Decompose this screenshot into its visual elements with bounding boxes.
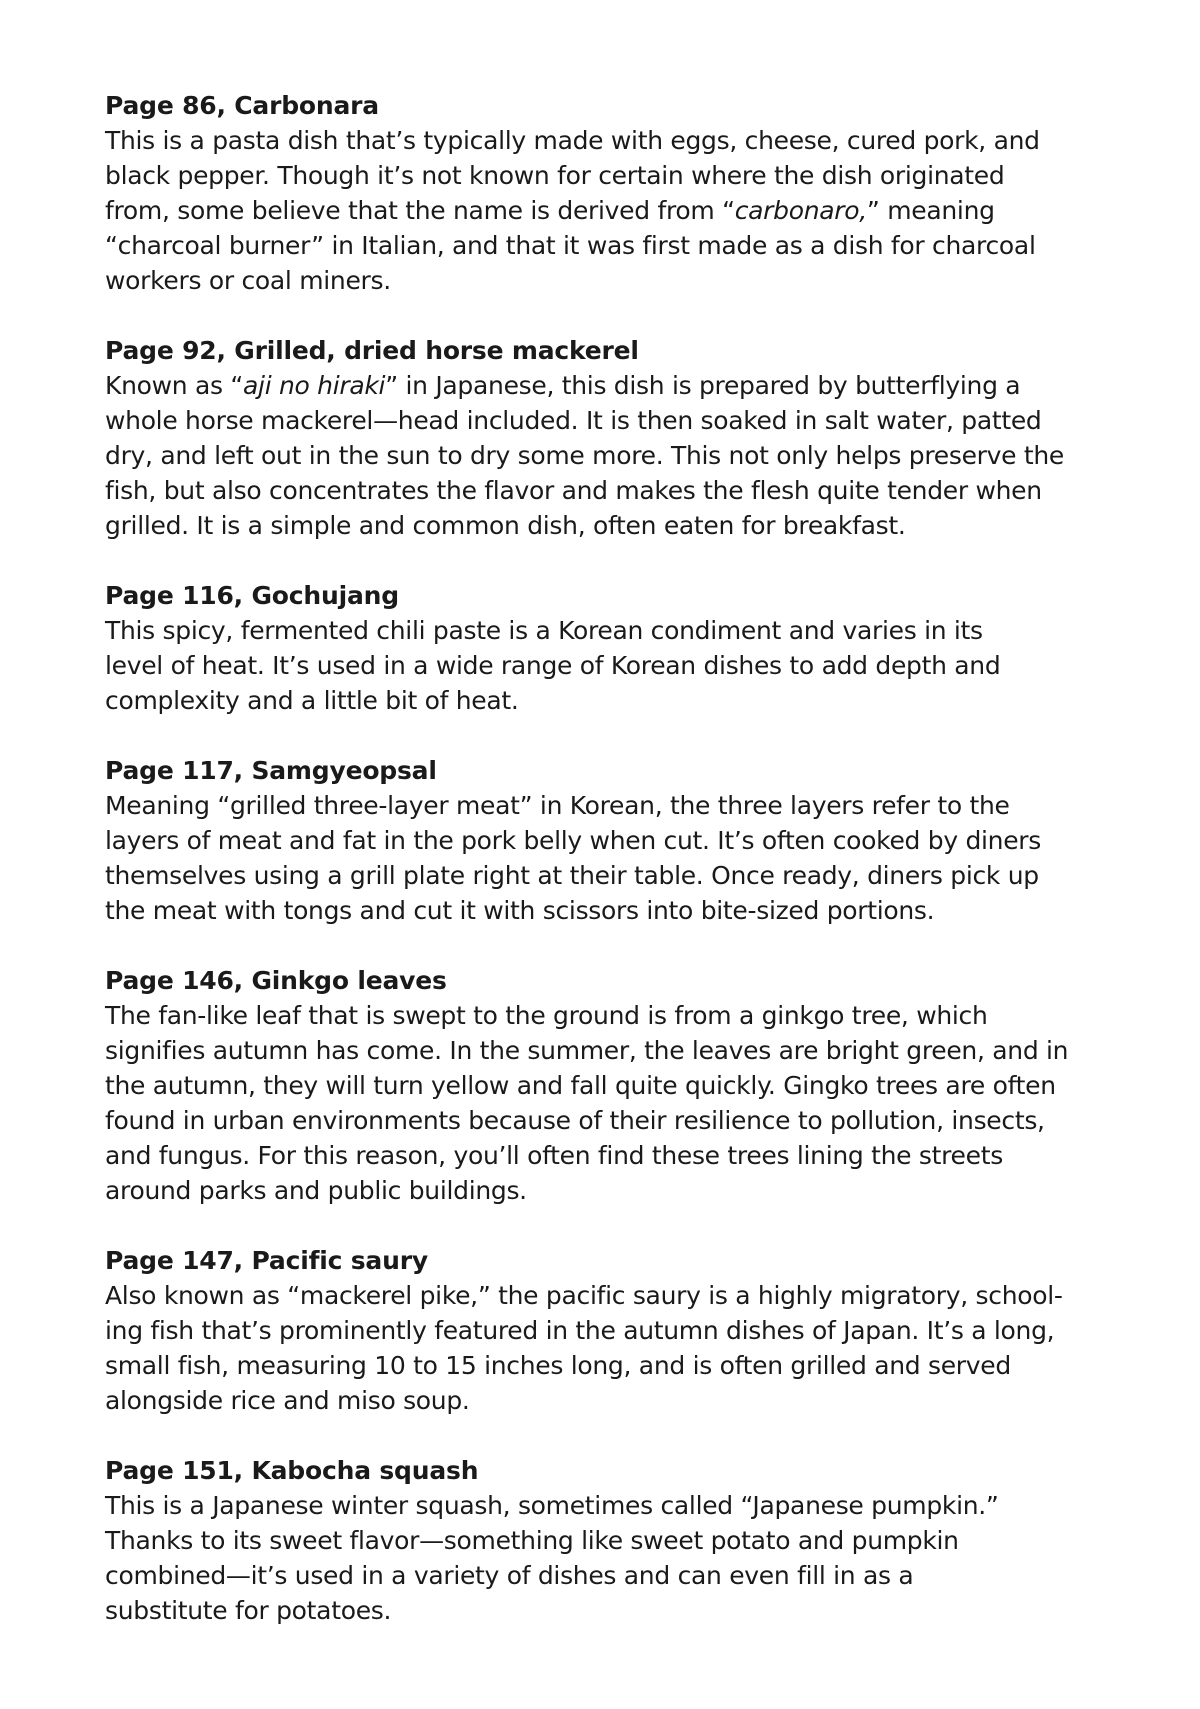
text-segment: the autumn, they will turn yellow and fall quite quickly. Gingko trees are often xyxy=(105,1071,1056,1100)
description-line xyxy=(105,893,1125,928)
text-segment: small fish, measuring 10 to 15 inches long, and is often grilled and served xyxy=(105,1351,1011,1380)
text-segment: grilled. It is a simple and common dish, often eaten for breakfast. xyxy=(105,511,906,540)
text-segment: Thanks to its sweet flavor—something like sweet potato and pumpkin xyxy=(105,1526,959,1555)
entry-title: Page 86, Carbonara xyxy=(105,91,379,120)
text-segment: The fan-like leaf that is swept to the ground is from a ginkgo tree, which xyxy=(105,1001,988,1030)
entry-title: Page 147, Pacific saury xyxy=(105,1246,428,1275)
text-segment: and fungus. For this reason, you’ll often find these trees lining the streets xyxy=(105,1141,1003,1170)
description-line xyxy=(105,648,1125,683)
text-segment: alongside rice and miso soup. xyxy=(105,1386,470,1415)
text-segment: whole horse mackerel—head included. It is then soaked in salt water, patted xyxy=(105,406,1042,435)
description-line xyxy=(105,263,1125,298)
text-segment: workers or coal miners. xyxy=(105,266,391,295)
glossary-entry xyxy=(105,88,1125,298)
glossary-entry xyxy=(105,1453,1125,1628)
entry-description xyxy=(105,613,1125,718)
text-segment: “charcoal burner” in Italian, and that it was first made as a dish for charcoal xyxy=(105,231,1036,260)
description-line xyxy=(105,1173,1125,1208)
description-line xyxy=(105,613,1125,648)
text-segment: This spicy, fermented chili paste is a Korean condiment and varies in its xyxy=(105,616,983,645)
text-segment: ” in Japanese, this dish is prepared by butterflying a xyxy=(385,371,1021,400)
entry-title: Page 117, Samgyeopsal xyxy=(105,756,437,785)
description-line xyxy=(105,1383,1125,1418)
text-segment: found in urban environments because of their resilience to pollution, insects, xyxy=(105,1106,1045,1135)
entry-title: Page 116, Gochujang xyxy=(105,581,399,610)
text-segment: Meaning “grilled three-layer meat” in Korean, the three layers refer to the xyxy=(105,791,1010,820)
description-line xyxy=(105,1348,1125,1383)
text-segment: ing fish that’s prominently featured in the autumn dishes of Japan. It’s a long, xyxy=(105,1316,1055,1345)
text-segment: Known as “ xyxy=(105,371,244,400)
text-segment: This is a pasta dish that’s typically made with eggs, cheese, cured pork, and xyxy=(105,126,1040,155)
description-line xyxy=(105,368,1125,403)
description-line xyxy=(105,1488,1125,1523)
description-line xyxy=(105,438,1125,473)
entry-description xyxy=(105,123,1125,298)
description-line xyxy=(105,823,1125,858)
text-segment: fish, but also concentrates the flavor and makes the flesh quite tender when xyxy=(105,476,1042,505)
description-line xyxy=(105,858,1125,893)
glossary-page xyxy=(105,88,1125,1663)
entry-description xyxy=(105,1278,1125,1418)
italic-term: carbonaro, xyxy=(734,196,867,225)
entry-description xyxy=(105,788,1125,928)
description-line xyxy=(105,1558,1125,1593)
glossary-entry xyxy=(105,578,1125,718)
entry-description xyxy=(105,998,1125,1208)
text-segment: This is a Japanese winter squash, sometimes called “Japanese pumpkin.” xyxy=(105,1491,999,1520)
text-segment: dry, and left out in the sun to dry some more. This not only helps preserve the xyxy=(105,441,1064,470)
description-line xyxy=(105,1593,1125,1628)
description-line xyxy=(105,403,1125,438)
text-segment: the meat with tongs and cut it with scissors into bite-sized portions. xyxy=(105,896,935,925)
description-line xyxy=(105,998,1125,1033)
text-segment: combined—it’s used in a variety of dishes and can even fill in as a xyxy=(105,1561,914,1590)
glossary-entry xyxy=(105,333,1125,543)
entry-title: Page 92, Grilled, dried horse mackerel xyxy=(105,336,639,365)
description-line xyxy=(105,123,1125,158)
description-line xyxy=(105,683,1125,718)
entry-title: Page 151, Kabocha squash xyxy=(105,1456,479,1485)
entry-description xyxy=(105,1488,1125,1628)
text-segment: Also known as “mackerel pike,” the pacific saury is a highly migratory, school- xyxy=(105,1281,1063,1310)
text-segment: from, some believe that the name is derived from “ xyxy=(105,196,735,225)
description-line xyxy=(105,158,1125,193)
description-line xyxy=(105,788,1125,823)
text-segment: level of heat. It’s used in a wide range of Korean dishes to add depth and xyxy=(105,651,1001,680)
text-segment: themselves using a grill plate right at their table. Once ready, diners pick up xyxy=(105,861,1039,890)
description-line xyxy=(105,508,1125,543)
description-line xyxy=(105,1103,1125,1138)
description-line xyxy=(105,228,1125,263)
text-segment: black pepper. Though it’s not known for certain where the dish originated xyxy=(105,161,1005,190)
glossary-entry xyxy=(105,1243,1125,1418)
glossary-entry xyxy=(105,753,1125,928)
description-line xyxy=(105,1068,1125,1103)
entry-title: Page 146, Ginkgo leaves xyxy=(105,966,447,995)
description-line xyxy=(105,1138,1125,1173)
text-segment: signifies autumn has come. In the summer, the leaves are bright green, and in xyxy=(105,1036,1069,1065)
text-segment: ” meaning xyxy=(866,196,995,225)
glossary-entry xyxy=(105,963,1125,1208)
description-line xyxy=(105,1278,1125,1313)
description-line xyxy=(105,473,1125,508)
description-line xyxy=(105,1313,1125,1348)
description-line xyxy=(105,1523,1125,1558)
text-segment: around parks and public buildings. xyxy=(105,1176,527,1205)
text-segment: substitute for potatoes. xyxy=(105,1596,392,1625)
description-line xyxy=(105,1033,1125,1068)
text-segment: layers of meat and fat in the pork belly when cut. It’s often cooked by diners xyxy=(105,826,1042,855)
italic-term: aji no hiraki xyxy=(243,371,386,400)
entry-description xyxy=(105,368,1125,543)
text-segment: complexity and a little bit of heat. xyxy=(105,686,519,715)
description-line xyxy=(105,193,1125,228)
